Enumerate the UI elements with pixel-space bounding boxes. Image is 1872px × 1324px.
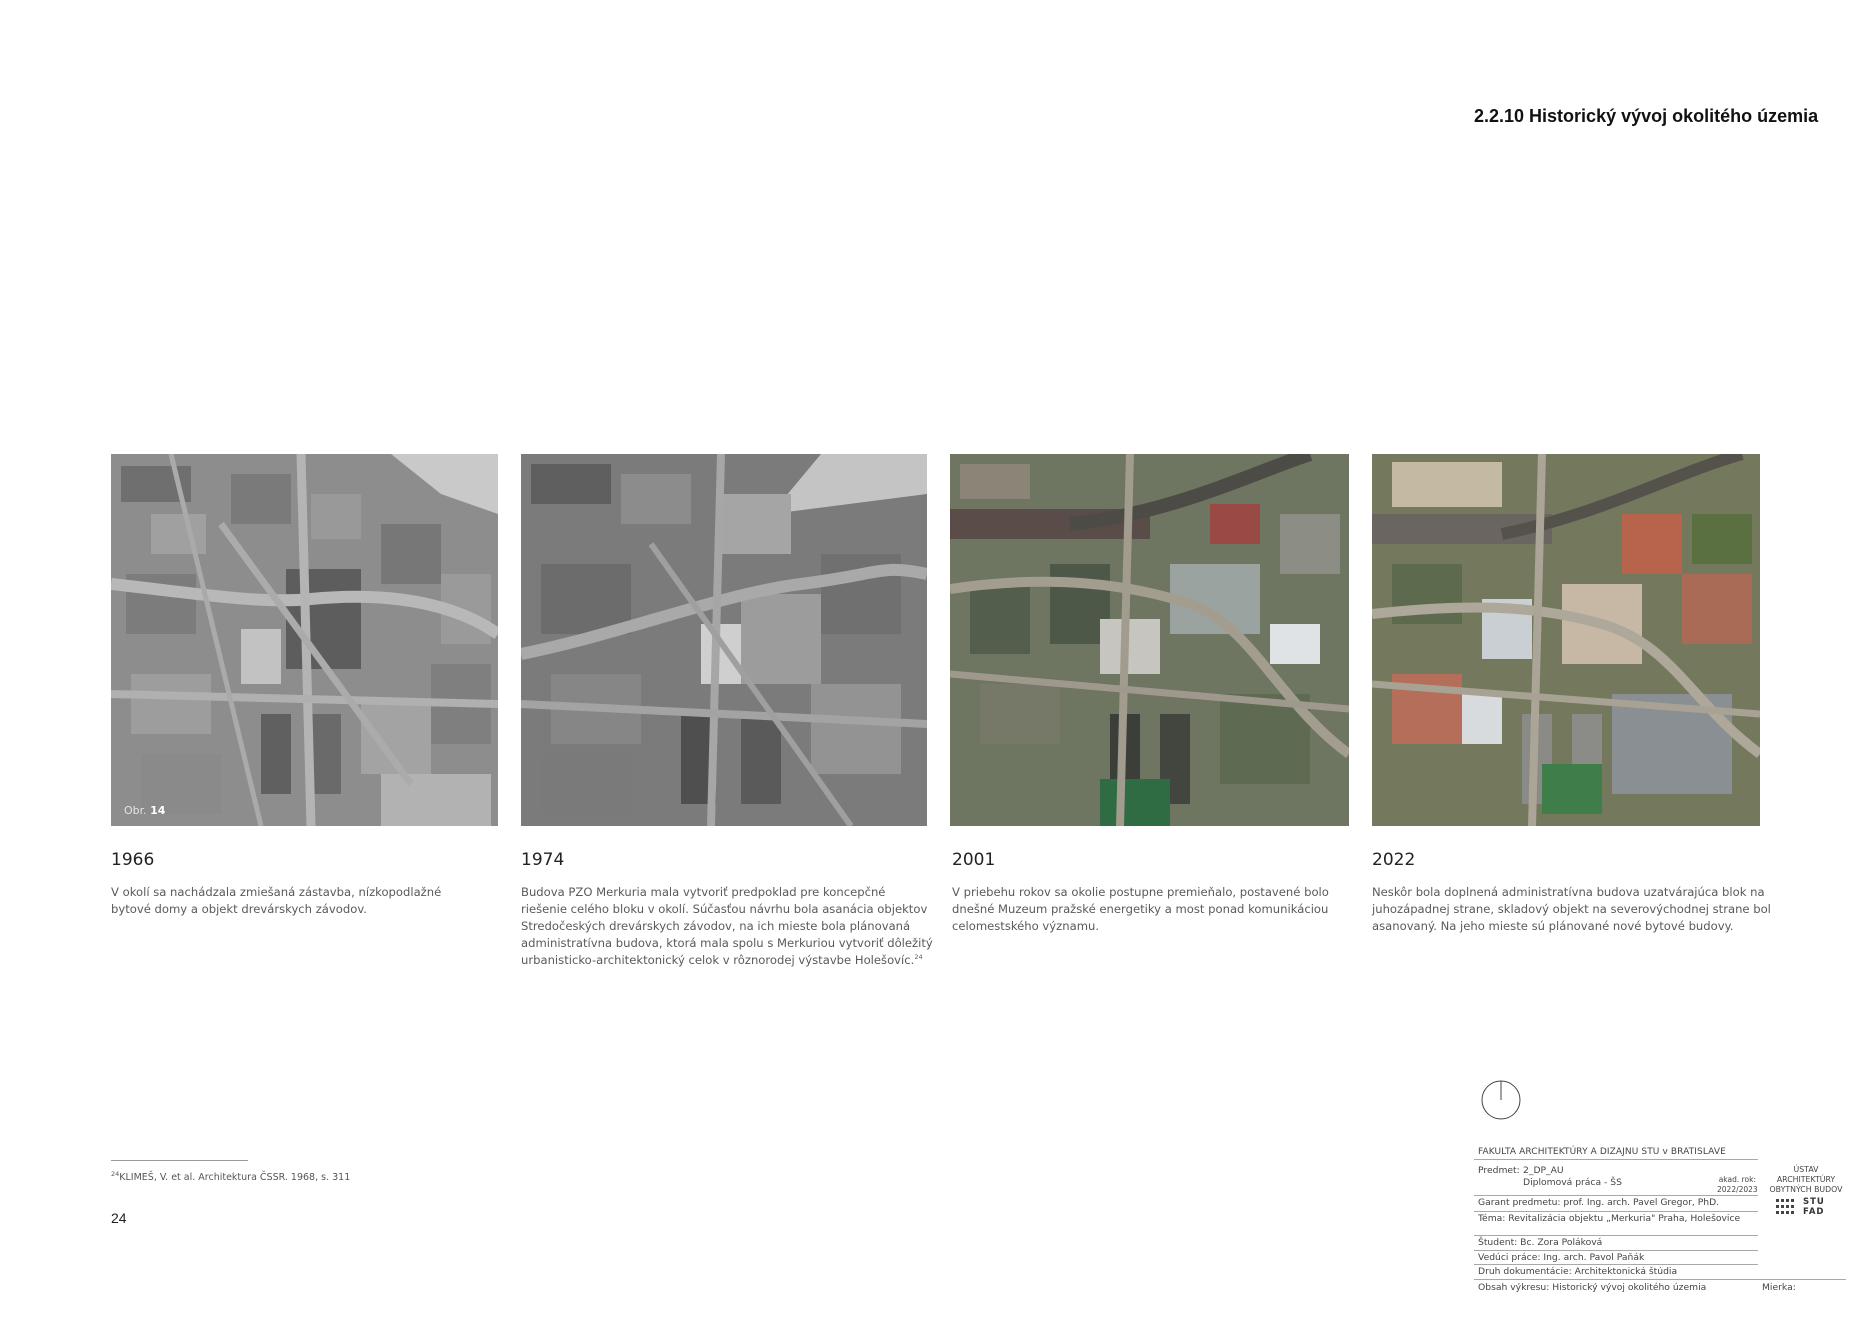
aerial-photo-2022 <box>1372 454 1760 826</box>
description-2001: V priebehu rokov sa okolie postupne premieňalo, postavené bolo dnešné Muzeum pražské energetiky a most ponad komunikáciou celomestského významu. <box>952 885 1329 933</box>
aerial-photo-1974 <box>521 454 927 826</box>
year-2001: 2001 <box>952 850 996 870</box>
title-block-divider <box>1474 1211 1758 1212</box>
aerial-photo-1966 <box>111 454 498 826</box>
title-block-divider <box>1474 1195 1758 1196</box>
subject-code: 2_DP_AU <box>1523 1165 1564 1176</box>
figure-label: Obr. 14 <box>124 804 166 817</box>
year-2022: 2022 <box>1372 850 1416 870</box>
academic-year: akad. rok: 2022/2023 <box>1717 1175 1758 1194</box>
department-name: ÚSTAV ARCHITEKTÚRY OBYTNÝCH BUDOV <box>1769 1165 1843 1194</box>
title-block-divider <box>1474 1279 1758 1280</box>
title-block <box>1474 1145 1846 1295</box>
subject-name: Diplomová práca - ŠS <box>1523 1177 1622 1188</box>
year-1966: 1966 <box>111 850 155 870</box>
student-name: Študent: Bc. Zora Poláková <box>1478 1237 1603 1248</box>
drawing-content: Obsah výkresu: Historický vývoj okolitého územia <box>1478 1282 1707 1293</box>
page-number: 24 <box>111 1210 127 1226</box>
title-block-divider <box>1474 1250 1758 1251</box>
supervisor-name: Vedúci práce: Ing. arch. Pavol Paňák <box>1478 1252 1645 1263</box>
footnote-divider <box>111 1160 248 1161</box>
course-guarantor: Garant predmetu: prof. Ing. arch. Pavel Gregor, PhD. <box>1478 1197 1720 1208</box>
year-1974: 1974 <box>521 850 565 870</box>
title-block-divider <box>1758 1279 1846 1280</box>
description-2022: Neskôr bola doplnená administratívna budova uzatvárajúca blok na juhozápadnej strane, skladový objekt na severovýchodnej strane bol asanovaný. Na jeho mieste sú plánované nové bytové budovy. <box>1372 885 1771 933</box>
faculty-name: FAKULTA ARCHITEKTÚRY A DIZAJNU STU v BRATISLAVE <box>1478 1147 1726 1157</box>
description-1974: Budova PZO Merkuria mala vytvoriť predpoklad pre koncepčné riešenie celého bloku v okolí. Súčasťou návrhu bola asanácia objektov Stredočeských drevárskych závodov, na ich mieste bola plánovaná administratívna budova, ktorá mala spolu s Merkuriou vytvoriť dôležitý urbanisticko-architektonický celok v rôznorodej výstavbe Holešovíc.$^{24}$ <box>521 885 933 967</box>
thesis-topic: Téma: Revitalizácia objektu „Merkuria" Praha, Holešovice <box>1478 1213 1741 1224</box>
stu-fad-logo: STU FAD <box>1776 1197 1836 1219</box>
documentation-type: Druh dokumentácie: Architektonická štúdia <box>1478 1266 1678 1277</box>
north-arrow-icon <box>1481 1080 1521 1120</box>
subject-label: Predmet: <box>1478 1165 1520 1176</box>
title-block-divider <box>1474 1264 1758 1265</box>
aerial-photo-2001 <box>950 454 1349 826</box>
title-block-divider <box>1474 1235 1758 1236</box>
scale-label: Mierka: <box>1762 1282 1796 1293</box>
description-1966: V okolí sa nachádzala zmiešaná zástavba, nízkopodlažné bytové domy a objekt drevárskych závodov. <box>111 885 442 916</box>
title-block-divider <box>1474 1159 1758 1160</box>
footnote-reference: 24 <box>914 953 923 962</box>
footnote: $^{24}$KLIMEŠ, V. et al. Architektura ČSSR. 1968, s. 311 <box>111 1169 351 1183</box>
section-title: 2.2.10 Historický vývoj okolitého územia <box>1474 106 1819 126</box>
